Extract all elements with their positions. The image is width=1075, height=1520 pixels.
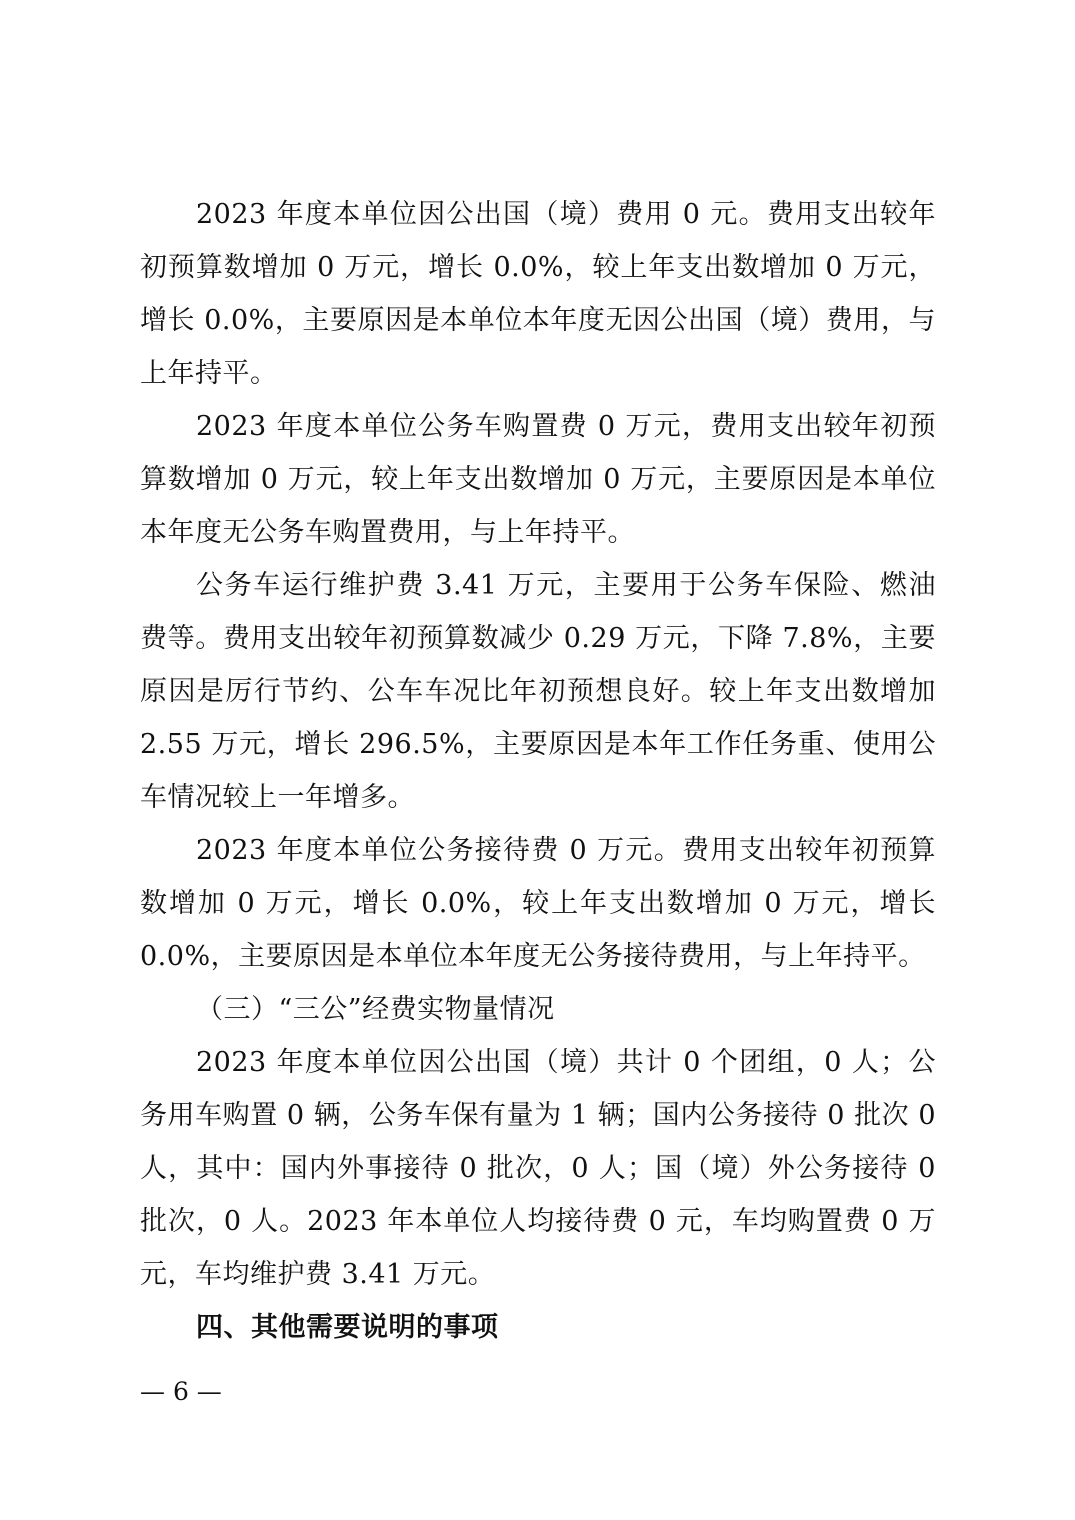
- paragraph-vehicle-maintenance: 公务车运行维护费 3.41 万元，主要用于公务车保险、燃油费等。费用支出较年初预算数减少 0.29 万元，下降 7.8%，主要原因是厉行节约、公车车况比年初预想良好。较上年支出数增加 2.55 万元，增长 296.5%，主要原因是本年工作任务重、使用公车情况较上一年增多。: [140, 570, 936, 813]
- paragraph-vehicle-purchase: 2023 年度本单位公务车购置费 0 万元，费用支出较年初预算数增加 0 万元，较上年支出数增加 0 万元，主要原因是本单位本年度无公务车购置费用，与上年持平。: [140, 411, 936, 548]
- paragraph-official-reception: 2023 年度本单位公务接待费 0 万元。费用支出较年初预算数增加 0 万元，增长 0.0%，较上年支出数增加 0 万元，增长 0.0%，主要原因是本单位本年度无公务接待费用，与上年持平。: [140, 835, 936, 972]
- paragraph-overseas-travel: 2023 年度本单位因公出国（境）费用 0 元。费用支出较年初预算数增加 0 万元，增长 0.0%，较上年支出数增加 0 万元，增长 0.0%，主要原因是本单位本年度无因公出国（境）费用，与上年持平。: [140, 199, 936, 389]
- subheading-physical-quantity: （三）“三公”经费实物量情况: [196, 994, 555, 1025]
- section-heading-other-matters: 四、其他需要说明的事项: [196, 1312, 499, 1343]
- page-content: [140, 188, 936, 1354]
- paragraph-physical-quantity: 2023 年度本单位因公出国（境）共计 0 个团组，0 人；公务用车购置 0 辆，公务车保有量为 1 辆；国内公务接待 0 批次 0 人，其中：国内外事接待 0 批次，0 人；国（境）外公务接待 0 批次，0 人。2023 年本单位人均接待费 0 元，车均购置费 0 万元，车均维护费 3.41 万元。: [140, 1047, 936, 1290]
- page-number: — 6 —: [140, 1377, 222, 1406]
